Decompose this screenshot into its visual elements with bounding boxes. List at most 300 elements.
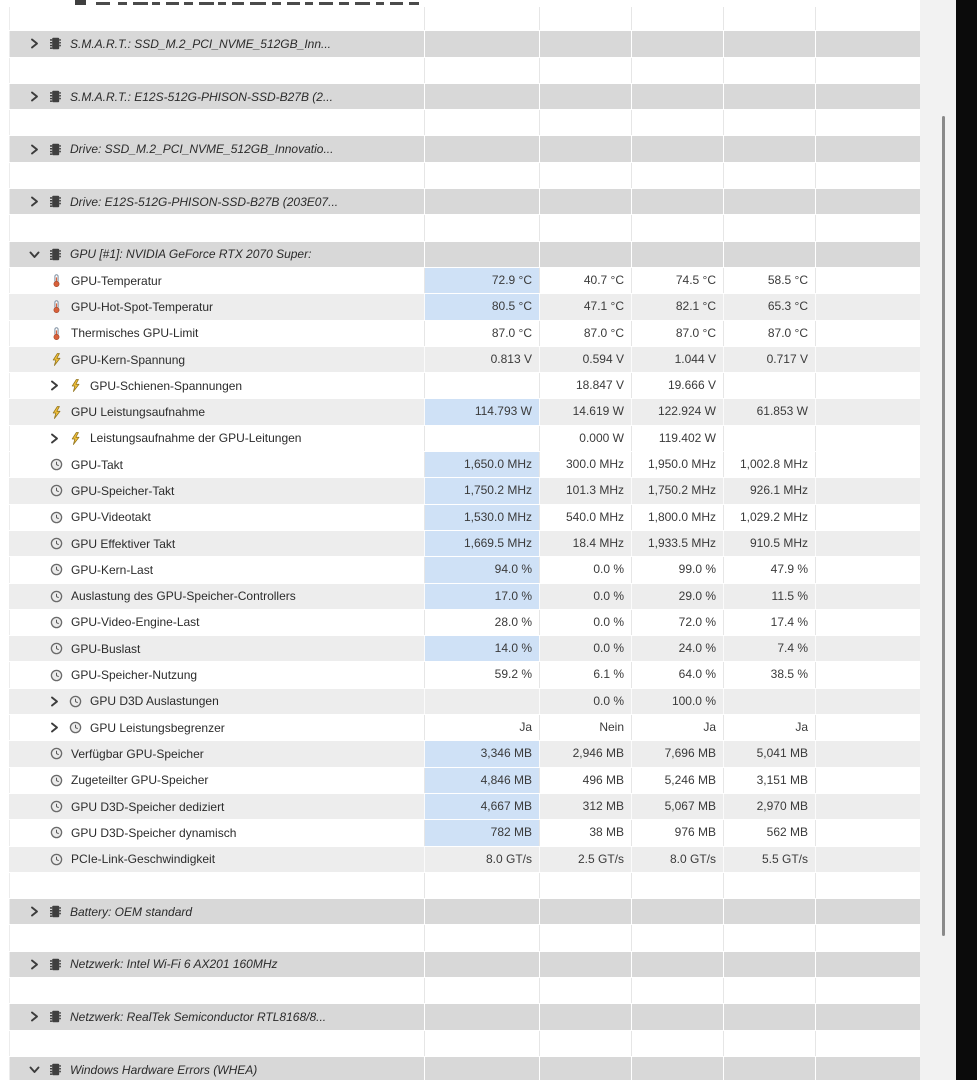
clock-icon <box>50 537 63 550</box>
empty-cell <box>632 242 724 267</box>
value-min: 40.7 °C <box>540 268 632 293</box>
sensor-label: GPU-Video-Engine-Last <box>71 615 200 630</box>
value-max: 1.044 V <box>632 347 724 372</box>
empty-cell <box>724 978 816 1003</box>
empty-cell <box>540 1057 632 1080</box>
chip-icon <box>49 1063 62 1076</box>
value-min: 101.3 MHz <box>540 478 632 503</box>
value-max: 1,933.5 MHz <box>632 531 724 556</box>
empty-cell <box>540 925 632 950</box>
clock-icon <box>50 484 63 497</box>
sensor-row[interactable] <box>0 610 920 636</box>
empty-cell <box>724 925 816 950</box>
sensor-row[interactable] <box>0 531 920 557</box>
value-extra <box>816 794 920 819</box>
section-header-row[interactable] <box>0 189 920 215</box>
lightning-icon <box>50 353 63 366</box>
chevron-right-icon[interactable] <box>28 958 41 971</box>
sensor-label: GPU Effektiver Takt <box>71 536 176 551</box>
empty-cell <box>540 978 632 1003</box>
sensor-row[interactable] <box>0 478 920 504</box>
value-max: 19.666 V <box>632 373 724 398</box>
chip-icon <box>49 958 62 971</box>
row-gutter <box>0 820 10 845</box>
clipped-row-fragment <box>376 2 384 5</box>
empty-cell <box>724 952 816 977</box>
row-gutter <box>0 794 10 819</box>
clock-icon <box>50 511 63 524</box>
chevron-right-icon[interactable] <box>28 143 41 156</box>
value-min: 0.594 V <box>540 347 632 372</box>
row-gutter <box>0 58 10 83</box>
label-cell <box>10 399 425 424</box>
empty-cell <box>632 925 724 950</box>
section-label: Drive: SSD_M.2_PCI_NVME_512GB_Innovatio... <box>70 142 334 157</box>
clock-icon <box>50 458 63 471</box>
value-current: 782 MB <box>425 820 540 845</box>
empty-cell <box>540 899 632 924</box>
value-extra <box>816 452 920 477</box>
scrollbar-thumb[interactable] <box>942 116 945 936</box>
chevron-down-icon[interactable] <box>28 248 41 261</box>
chevron-right-icon[interactable] <box>28 90 41 103</box>
label-cell <box>10 689 425 714</box>
row-gutter <box>0 163 10 188</box>
clipped-row-fragment <box>232 2 244 5</box>
chip-icon <box>49 143 62 156</box>
chevron-right-icon[interactable] <box>28 37 41 50</box>
lightning-icon <box>69 432 82 445</box>
empty-cell <box>425 163 540 188</box>
empty-cell <box>425 189 540 214</box>
clipped-row-fragment <box>133 2 148 5</box>
empty-cell <box>816 1057 920 1080</box>
sensor-row[interactable] <box>0 294 920 320</box>
value-avg: 7.4 % <box>724 636 816 661</box>
empty-cell <box>816 952 920 977</box>
clipped-row-fragment <box>166 2 179 5</box>
clipped-row-fragment <box>199 2 214 5</box>
empty-cell <box>425 873 540 898</box>
clipped-row-fragment <box>390 2 403 5</box>
value-current: 4,846 MB <box>425 768 540 793</box>
sensor-label: GPU Leistungsaufnahme <box>71 405 206 420</box>
empty-cell <box>724 136 816 161</box>
value-max: 122.924 W <box>632 399 724 424</box>
spacer-row <box>0 1031 920 1057</box>
value-avg: 0.717 V <box>724 347 816 372</box>
row-gutter <box>0 847 10 872</box>
value-max: 1,750.2 MHz <box>632 478 724 503</box>
empty-cell <box>632 1031 724 1056</box>
value-min: 47.1 °C <box>540 294 632 319</box>
sensor-row[interactable] <box>0 584 920 610</box>
value-extra <box>816 426 920 451</box>
sensor-row[interactable] <box>0 768 920 794</box>
section-header-row[interactable] <box>0 84 920 110</box>
value-avg: 87.0 °C <box>724 321 816 346</box>
row-gutter <box>0 31 10 56</box>
empty-cell <box>816 1031 920 1056</box>
value-current: 72.9 °C <box>425 268 540 293</box>
label-cell <box>10 847 425 872</box>
value-min: 14.619 W <box>540 399 632 424</box>
value-avg: 47.9 % <box>724 557 816 582</box>
empty-cell <box>816 31 920 56</box>
section-header-row[interactable] <box>0 1004 920 1030</box>
clock-icon <box>50 774 63 787</box>
empty-cell <box>816 215 920 240</box>
chevron-right-icon[interactable] <box>28 1010 41 1023</box>
value-min: 0.0 % <box>540 610 632 635</box>
label-cell <box>10 636 425 661</box>
label-cell <box>10 820 425 845</box>
empty-cell <box>724 873 816 898</box>
value-extra <box>816 768 920 793</box>
value-max: 82.1 °C <box>632 294 724 319</box>
value-min: 300.0 MHz <box>540 452 632 477</box>
value-avg: 3,151 MB <box>724 768 816 793</box>
row-gutter <box>0 321 10 346</box>
row-gutter <box>0 768 10 793</box>
value-min: 0.0 % <box>540 636 632 661</box>
black-edge <box>956 0 977 1080</box>
sensor-label: PCIe-Link-Geschwindigkeit <box>71 852 216 867</box>
row-gutter <box>0 557 10 582</box>
value-current: 4,667 MB <box>425 794 540 819</box>
empty-cell <box>724 1004 816 1029</box>
value-extra <box>816 662 920 687</box>
chevron-right-icon[interactable] <box>48 379 61 392</box>
sensor-row[interactable] <box>0 452 920 478</box>
section-header-row[interactable] <box>0 242 920 268</box>
value-current: 114.793 W <box>425 399 540 424</box>
value-current: 17.0 % <box>425 584 540 609</box>
empty-cell <box>632 7 724 30</box>
value-avg: 926.1 MHz <box>724 478 816 503</box>
row-gutter <box>0 505 10 530</box>
sensor-row[interactable] <box>0 715 920 741</box>
empty-cell <box>724 189 816 214</box>
value-min: 496 MB <box>540 768 632 793</box>
sensor-row[interactable] <box>0 426 920 452</box>
row-gutter <box>0 215 10 240</box>
clipped-row-fragment <box>184 2 193 5</box>
label-cell <box>10 505 425 530</box>
empty-cell <box>425 978 540 1003</box>
section-header-row[interactable] <box>0 952 920 978</box>
section-label-cell <box>10 1004 425 1029</box>
empty-cell <box>816 189 920 214</box>
value-current: 3,346 MB <box>425 741 540 766</box>
value-current: 14.0 % <box>425 636 540 661</box>
empty-cell <box>425 215 540 240</box>
spacer-row <box>0 163 920 189</box>
scrollbar-track[interactable] <box>920 0 956 1080</box>
section-label: Battery: OEM standard <box>70 904 193 919</box>
label-cell <box>10 7 425 30</box>
empty-cell <box>540 189 632 214</box>
value-min: 0.0 % <box>540 584 632 609</box>
empty-cell <box>816 1004 920 1029</box>
sensor-row[interactable] <box>0 321 920 347</box>
chevron-right-icon[interactable] <box>48 721 61 734</box>
value-current: 59.2 % <box>425 662 540 687</box>
value-min: 0.0 % <box>540 557 632 582</box>
empty-cell <box>632 58 724 83</box>
empty-cell <box>816 84 920 109</box>
row-gutter <box>0 426 10 451</box>
value-avg: 61.853 W <box>724 399 816 424</box>
value-max: 1,800.0 MHz <box>632 505 724 530</box>
value-extra <box>816 820 920 845</box>
value-extra <box>816 610 920 635</box>
value-extra <box>816 584 920 609</box>
section-header-row[interactable] <box>0 1057 920 1080</box>
sensor-row[interactable] <box>0 689 920 715</box>
section-label: Netzwerk: RealTek Semiconductor RTL8168/8... <box>70 1009 327 1024</box>
row-gutter <box>0 952 10 977</box>
clipped-row-fragment <box>250 2 266 5</box>
sensor-row[interactable] <box>0 741 920 767</box>
value-extra <box>816 636 920 661</box>
value-avg: 2,970 MB <box>724 794 816 819</box>
empty-cell <box>724 110 816 135</box>
value-avg: 17.4 % <box>724 610 816 635</box>
chip-icon <box>49 37 62 50</box>
label-cell <box>10 978 425 1003</box>
spacer-row <box>0 978 920 1004</box>
value-max: 1,950.0 MHz <box>632 452 724 477</box>
row-gutter <box>0 689 10 714</box>
sensor-label: GPU D3D Auslastungen <box>90 694 219 709</box>
section-label-cell <box>10 899 425 924</box>
row-gutter <box>0 1057 10 1080</box>
value-current: 1,750.2 MHz <box>425 478 540 503</box>
label-cell <box>10 347 425 372</box>
value-current: 87.0 °C <box>425 321 540 346</box>
section-label-cell <box>10 189 425 214</box>
value-max: 24.0 % <box>632 636 724 661</box>
sensor-row[interactable] <box>0 794 920 820</box>
empty-cell <box>425 84 540 109</box>
sensor-label: GPU-Speicher-Takt <box>71 483 175 498</box>
sensor-row[interactable] <box>0 636 920 662</box>
value-current: Ja <box>425 715 540 740</box>
clock-icon <box>50 669 63 682</box>
row-gutter <box>0 610 10 635</box>
spacer-row <box>0 925 920 951</box>
value-min: 0.000 W <box>540 426 632 451</box>
row-gutter <box>0 584 10 609</box>
sensor-label: GPU-Hot-Spot-Temperatur <box>71 299 214 314</box>
empty-cell <box>425 1031 540 1056</box>
empty-cell <box>816 242 920 267</box>
value-extra <box>816 505 920 530</box>
empty-cell <box>816 873 920 898</box>
row-gutter <box>0 715 10 740</box>
value-max: 100.0 % <box>632 689 724 714</box>
row-gutter <box>0 636 10 661</box>
value-extra <box>816 294 920 319</box>
value-min: 18.4 MHz <box>540 531 632 556</box>
chevron-right-icon[interactable] <box>48 432 61 445</box>
chevron-right-icon[interactable] <box>48 695 61 708</box>
value-current: 8.0 GT/s <box>425 847 540 872</box>
sensor-label: GPU-Kern-Last <box>71 562 154 577</box>
value-extra <box>816 347 920 372</box>
value-extra <box>816 373 920 398</box>
row-gutter <box>0 136 10 161</box>
empty-cell <box>632 978 724 1003</box>
clipped-row-fragment <box>287 2 300 5</box>
value-max: 72.0 % <box>632 610 724 635</box>
empty-cell <box>724 215 816 240</box>
row-gutter <box>0 7 10 30</box>
clock-icon <box>50 747 63 760</box>
label-cell <box>10 794 425 819</box>
value-max: 7,696 MB <box>632 741 724 766</box>
value-current <box>425 373 540 398</box>
empty-cell <box>724 7 816 30</box>
empty-cell <box>425 899 540 924</box>
clipped-row-fragment <box>319 2 333 5</box>
value-avg: 58.5 °C <box>724 268 816 293</box>
chevron-right-icon[interactable] <box>28 905 41 918</box>
value-current: 1,530.0 MHz <box>425 505 540 530</box>
empty-cell <box>425 1004 540 1029</box>
clock-icon <box>50 853 63 866</box>
value-current: 94.0 % <box>425 557 540 582</box>
sensor-label: GPU D3D-Speicher dediziert <box>71 799 225 814</box>
empty-cell <box>540 215 632 240</box>
section-label-cell <box>10 1057 425 1080</box>
section-label-cell <box>10 31 425 56</box>
empty-cell <box>816 58 920 83</box>
empty-cell <box>425 1057 540 1080</box>
empty-cell <box>816 136 920 161</box>
section-label: Windows Hardware Errors (WHEA) <box>70 1062 258 1077</box>
clipped-row-fragment <box>96 2 110 5</box>
empty-cell <box>724 31 816 56</box>
sensor-label: GPU-Takt <box>71 457 124 472</box>
value-current: 1,650.0 MHz <box>425 452 540 477</box>
value-max: 976 MB <box>632 820 724 845</box>
section-label-cell <box>10 136 425 161</box>
empty-cell <box>425 7 540 30</box>
value-avg: 5,041 MB <box>724 741 816 766</box>
label-cell <box>10 584 425 609</box>
value-extra <box>816 321 920 346</box>
row-gutter <box>0 347 10 372</box>
value-max: 29.0 % <box>632 584 724 609</box>
label-cell <box>10 1031 425 1056</box>
chevron-down-icon[interactable] <box>28 1063 41 1076</box>
section-header-row[interactable] <box>0 136 920 162</box>
thermometer-icon <box>50 300 63 313</box>
sensor-row[interactable] <box>0 662 920 688</box>
sensor-row[interactable] <box>0 347 920 373</box>
empty-cell <box>724 899 816 924</box>
value-min: Nein <box>540 715 632 740</box>
empty-cell <box>816 899 920 924</box>
empty-cell <box>540 84 632 109</box>
sensor-row[interactable] <box>0 399 920 425</box>
value-min: 6.1 % <box>540 662 632 687</box>
label-cell <box>10 715 425 740</box>
empty-cell <box>724 1057 816 1080</box>
section-label: Netzwerk: Intel Wi-Fi 6 AX201 160MHz <box>70 957 278 972</box>
empty-cell <box>540 1004 632 1029</box>
clipped-row-fragment <box>272 2 281 5</box>
empty-cell <box>632 84 724 109</box>
label-cell <box>10 768 425 793</box>
sensor-label: Zugeteilter GPU-Speicher <box>71 773 209 788</box>
empty-cell <box>816 978 920 1003</box>
empty-cell <box>425 925 540 950</box>
value-avg: Ja <box>724 715 816 740</box>
row-gutter <box>0 110 10 135</box>
value-max: 5,067 MB <box>632 794 724 819</box>
value-extra <box>816 399 920 424</box>
sensor-row[interactable] <box>0 557 920 583</box>
value-avg <box>724 373 816 398</box>
empty-cell <box>425 110 540 135</box>
value-current: 28.0 % <box>425 610 540 635</box>
clock-icon <box>50 642 63 655</box>
section-label-cell <box>10 952 425 977</box>
value-max: 8.0 GT/s <box>632 847 724 872</box>
sensor-label: GPU-Schienen-Spannungen <box>90 378 243 393</box>
section-header-row[interactable] <box>0 899 920 925</box>
sensor-label: Auslastung des GPU-Speicher-Controllers <box>71 589 296 604</box>
sensor-row[interactable] <box>0 373 920 399</box>
value-current: 80.5 °C <box>425 294 540 319</box>
empty-cell <box>632 899 724 924</box>
value-avg: 11.5 % <box>724 584 816 609</box>
clipped-row <box>0 0 920 7</box>
clipped-row-fragment <box>355 2 370 5</box>
clipped-row-fragment <box>118 2 127 5</box>
empty-cell <box>724 84 816 109</box>
empty-cell <box>632 189 724 214</box>
value-avg: 562 MB <box>724 820 816 845</box>
sensor-row[interactable] <box>0 820 920 846</box>
sensor-row[interactable] <box>0 268 920 294</box>
row-gutter <box>0 978 10 1003</box>
sensor-label: GPU Leistungsbegrenzer <box>90 720 225 735</box>
row-gutter <box>0 189 10 214</box>
empty-cell <box>540 58 632 83</box>
section-header-row[interactable] <box>0 31 920 57</box>
section-label-cell <box>10 242 425 267</box>
sensor-label: GPU D3D-Speicher dynamisch <box>71 825 237 840</box>
empty-cell <box>632 31 724 56</box>
chevron-right-icon[interactable] <box>28 195 41 208</box>
clock-icon <box>69 695 82 708</box>
empty-cell <box>425 136 540 161</box>
value-min: 540.0 MHz <box>540 505 632 530</box>
sensor-label: Verfügbar GPU-Speicher <box>71 746 204 761</box>
empty-cell <box>540 873 632 898</box>
label-cell <box>10 873 425 898</box>
sensor-row[interactable] <box>0 505 920 531</box>
empty-cell <box>632 110 724 135</box>
row-gutter <box>0 268 10 293</box>
value-current <box>425 426 540 451</box>
sensor-row[interactable] <box>0 847 920 873</box>
empty-cell <box>540 163 632 188</box>
